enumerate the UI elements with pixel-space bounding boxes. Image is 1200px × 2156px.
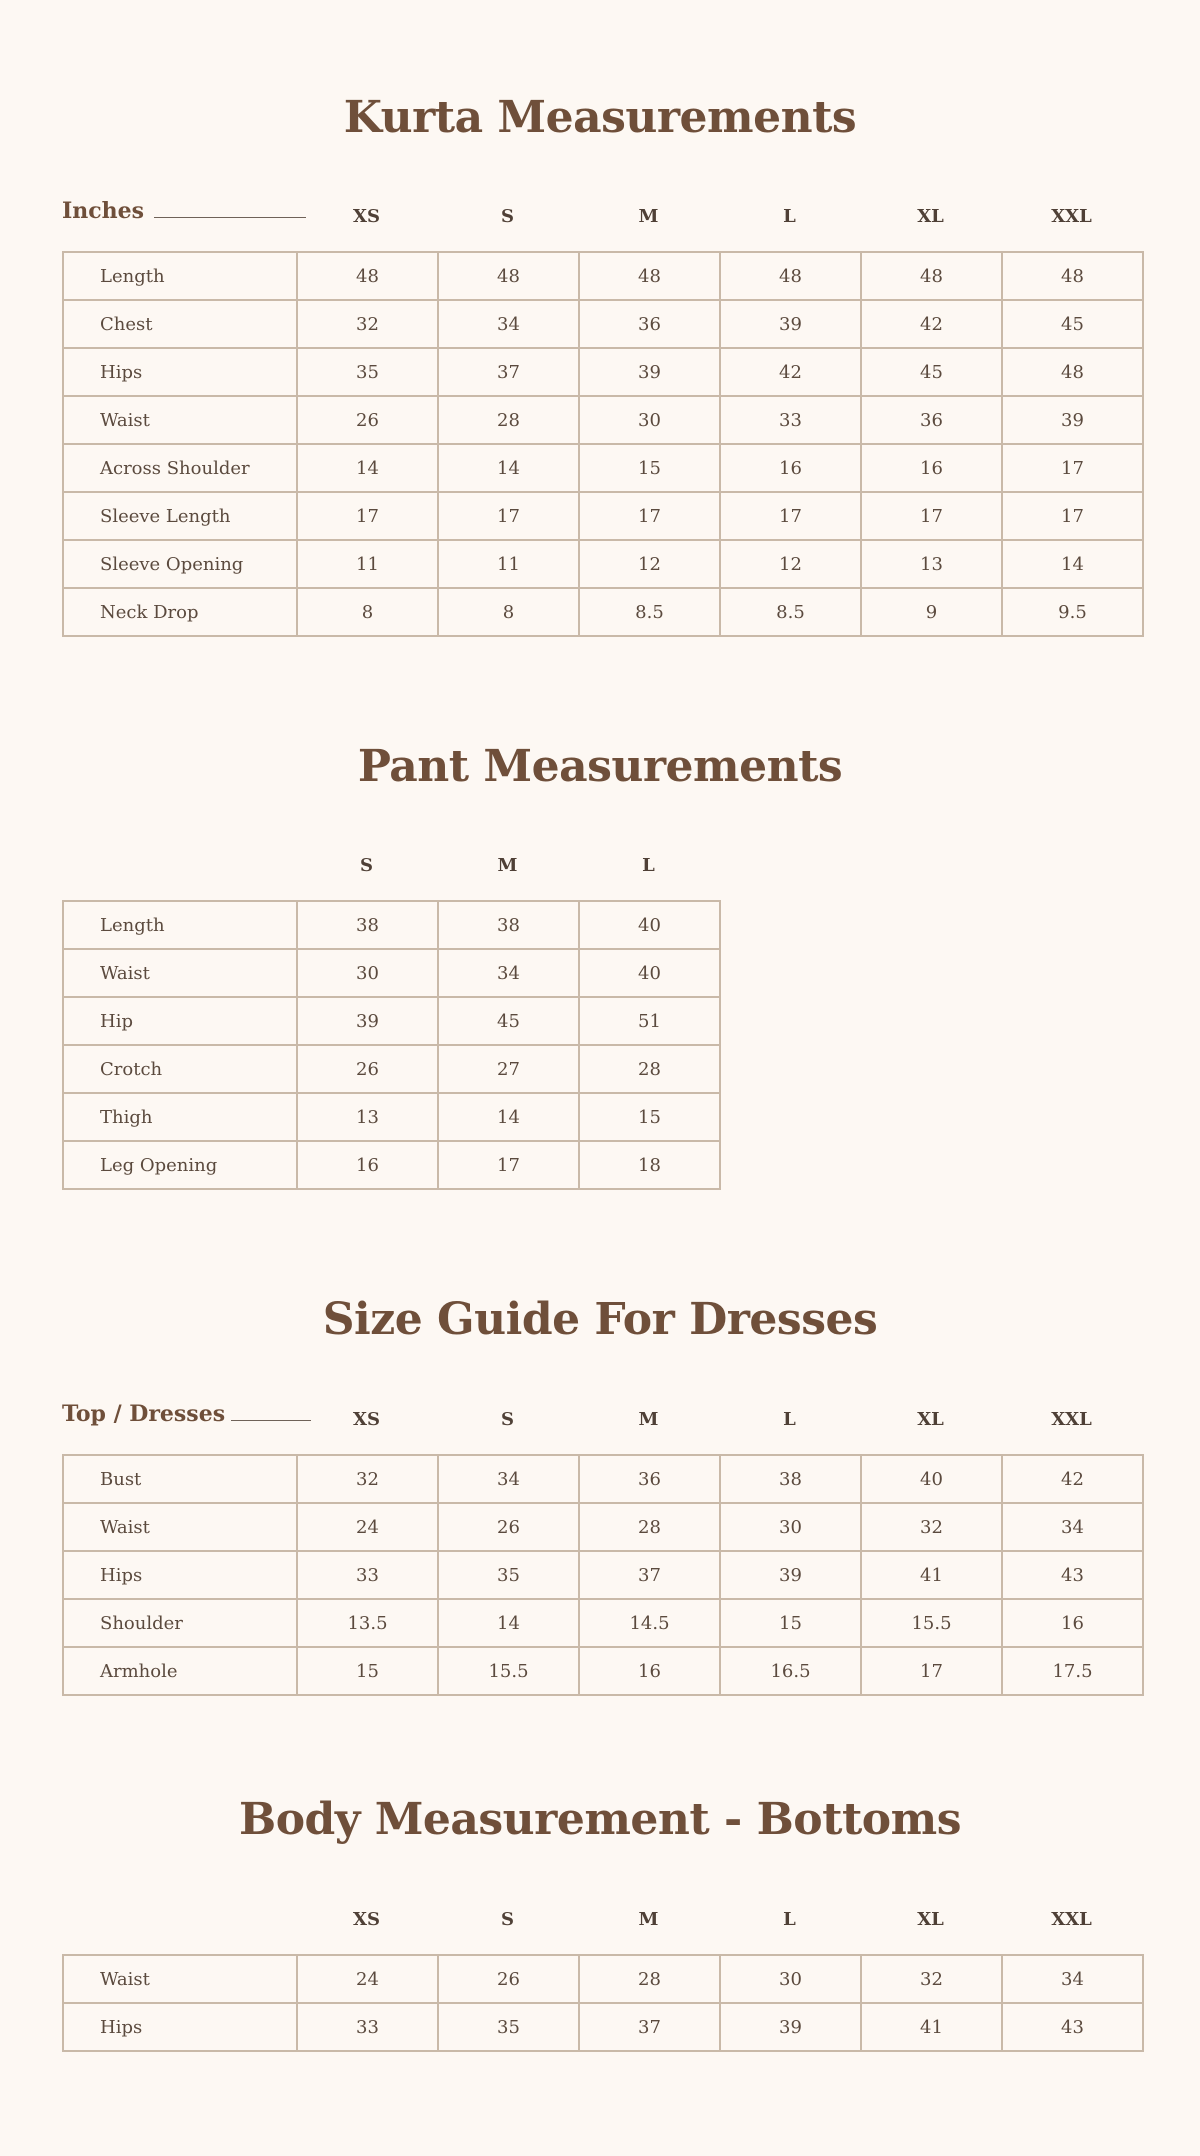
measurement-cell: 39 [720,300,861,348]
measurement-cell: 32 [861,1503,1002,1551]
measurement-cell: 32 [297,300,438,348]
measurement-cell: 14.5 [579,1599,720,1647]
measurement-cell: 45 [861,348,1002,396]
dresses-title: Size Guide For Dresses [322,1294,878,1345]
size-header-s: S [501,1909,514,1930]
table-row [63,1647,1143,1695]
kurta-corner-label [62,193,306,229]
measurement-cell: 48 [438,252,579,300]
measurement-cell: 8.5 [579,588,720,636]
kurta-title: Kurta Measurements [343,92,857,143]
measurement-cell: 30 [720,1503,861,1551]
size-header-xs: XS [353,1409,380,1430]
row-label: Length [63,252,297,300]
measurement-cell: 24 [297,1503,438,1551]
table-row [63,444,1143,492]
row-label: Sleeve Opening [63,540,297,588]
measurement-cell: 28 [438,396,579,444]
row-label: Shoulder [63,1599,297,1647]
measurement-cell: 26 [438,1503,579,1551]
measurement-cell: 30 [297,949,438,997]
row-label: Waist [63,1503,297,1551]
size-header-xxl: XXL [1051,206,1092,227]
measurement-cell: 16.5 [720,1647,861,1695]
size-header-l: L [783,1909,796,1930]
measurement-cell: 8 [438,588,579,636]
measurement-cell: 28 [579,1503,720,1551]
measurement-cell: 13 [297,1093,438,1141]
row-label: Across Shoulder [63,444,297,492]
row-label: Chest [63,300,297,348]
size-header-m: M [497,855,518,876]
table-row [63,540,1143,588]
measurement-cell: 13 [861,540,1002,588]
measurement-cell: 34 [1002,1503,1143,1551]
measurement-cell: 32 [861,1955,1002,2003]
table-row [63,1955,1143,2003]
measurement-cell: 17 [297,492,438,540]
measurement-cell: 48 [1002,252,1143,300]
row-label: Hip [63,997,297,1045]
measurement-cell: 11 [438,540,579,588]
measurement-cell: 35 [297,348,438,396]
measurement-cell: 27 [438,1045,579,1093]
measurement-cell: 12 [720,540,861,588]
measurement-cell: 15.5 [438,1647,579,1695]
table-row [63,997,720,1045]
measurement-cell: 37 [438,348,579,396]
row-label: Hips [63,2003,297,2051]
size-header-xl: XL [917,206,944,227]
measurement-cell: 13.5 [297,1599,438,1647]
table-row [63,1093,720,1141]
row-label: Bust [63,1455,297,1503]
row-label: Waist [63,396,297,444]
measurement-cell: 30 [720,1955,861,2003]
measurement-cell: 14 [438,1599,579,1647]
measurement-cell: 40 [861,1455,1002,1503]
measurement-cell: 48 [861,252,1002,300]
row-label: Length [63,901,297,949]
row-label: Leg Opening [63,1141,297,1189]
measurement-cell: 16 [720,444,861,492]
measurement-cell: 39 [297,997,438,1045]
measurement-cell: 41 [861,1551,1002,1599]
table-row [63,1551,1143,1599]
dresses-corner-label [62,1396,311,1432]
measurement-cell: 8.5 [720,588,861,636]
kurta-table [62,251,1144,637]
measurement-cell: 15.5 [861,1599,1002,1647]
measurement-cell: 39 [720,1551,861,1599]
bottoms-table [62,1954,1144,2052]
row-label: Waist [63,1955,297,2003]
row-label: Armhole [63,1647,297,1695]
size-header-xxl: XXL [1051,1409,1092,1430]
measurement-cell: 26 [297,1045,438,1093]
measurement-cell: 16 [579,1647,720,1695]
kurta-unit-label: Inches [62,198,145,224]
measurement-cell: 14 [297,444,438,492]
table-row [63,252,1143,300]
measurement-cell: 17 [720,492,861,540]
size-header-l: L [642,855,655,876]
measurement-cell: 12 [579,540,720,588]
row-label: Hips [63,348,297,396]
table-row [63,348,1143,396]
measurement-cell: 43 [1002,1551,1143,1599]
row-label: Sleeve Length [63,492,297,540]
size-header-m: M [638,206,659,227]
measurement-cell: 39 [720,2003,861,2051]
measurement-cell: 14 [1002,540,1143,588]
pant-title: Pant Measurements [357,741,843,792]
table-row [63,1599,1143,1647]
measurement-cell: 30 [579,396,720,444]
measurement-cell: 16 [1002,1599,1143,1647]
measurement-cell: 42 [720,348,861,396]
measurement-cell: 15 [579,1093,720,1141]
measurement-cell: 38 [297,901,438,949]
measurement-cell: 34 [438,1455,579,1503]
measurement-cell: 9 [861,588,1002,636]
measurement-cell: 35 [438,1551,579,1599]
dresses-unit-label: Top / Dresses [62,1401,226,1427]
measurement-cell: 42 [861,300,1002,348]
measurement-cell: 24 [297,1955,438,2003]
measurement-cell: 39 [579,348,720,396]
measurement-cell: 43 [1002,2003,1143,2051]
measurement-cell: 45 [438,997,579,1045]
measurement-cell: 38 [438,901,579,949]
row-label: Waist [63,949,297,997]
size-header-xl: XL [917,1409,944,1430]
measurement-cell: 17 [861,492,1002,540]
table-row [63,492,1143,540]
table-row [63,949,720,997]
table-row [63,1503,1143,1551]
measurement-cell: 9.5 [1002,588,1143,636]
measurement-cell: 34 [438,949,579,997]
measurement-cell: 35 [438,2003,579,2051]
row-label: Crotch [63,1045,297,1093]
measurement-cell: 17 [1002,444,1143,492]
measurement-cell: 18 [579,1141,720,1189]
kurta-corner-rule [154,217,306,218]
measurement-cell: 15 [297,1647,438,1695]
measurement-cell: 26 [438,1955,579,2003]
table-row [63,300,1143,348]
measurement-cell: 28 [579,1955,720,2003]
measurement-cell: 36 [861,396,1002,444]
table-row [63,588,1143,636]
table-row [63,2003,1143,2051]
dresses-table [62,1454,1144,1696]
measurement-cell: 40 [579,949,720,997]
measurement-cell: 14 [438,1093,579,1141]
size-header-m: M [638,1409,659,1430]
table-row [63,1455,1143,1503]
measurement-cell: 17 [579,492,720,540]
size-header-l: L [783,206,796,227]
measurement-cell: 38 [720,1455,861,1503]
measurement-cell: 37 [579,1551,720,1599]
pant-table [62,900,721,1190]
size-header-s: S [501,206,514,227]
measurement-cell: 48 [297,252,438,300]
size-header-l: L [783,1409,796,1430]
row-label: Hips [63,1551,297,1599]
measurement-cell: 17 [438,1141,579,1189]
measurement-cell: 33 [297,1551,438,1599]
measurement-cell: 48 [720,252,861,300]
measurement-cell: 51 [579,997,720,1045]
measurement-cell: 33 [297,2003,438,2051]
size-header-s: S [360,855,373,876]
measurement-cell: 16 [297,1141,438,1189]
measurement-cell: 40 [579,901,720,949]
size-header-m: M [638,1909,659,1930]
measurement-cell: 48 [579,252,720,300]
measurement-cell: 17 [438,492,579,540]
measurement-cell: 17 [1002,492,1143,540]
size-header-s: S [501,1409,514,1430]
measurement-cell: 15 [720,1599,861,1647]
table-row [63,901,720,949]
size-header-xxl: XXL [1051,1909,1092,1930]
measurement-cell: 37 [579,2003,720,2051]
measurement-cell: 33 [720,396,861,444]
measurement-cell: 48 [1002,348,1143,396]
row-label: Neck Drop [63,588,297,636]
measurement-cell: 32 [297,1455,438,1503]
measurement-cell: 36 [579,1455,720,1503]
measurement-cell: 41 [861,2003,1002,2051]
table-row [63,1045,720,1093]
row-label: Thigh [63,1093,297,1141]
measurement-cell: 8 [297,588,438,636]
size-header-xl: XL [917,1909,944,1930]
measurement-cell: 26 [297,396,438,444]
measurement-cell: 34 [438,300,579,348]
bottoms-title: Body Measurement - Bottoms [239,1794,961,1845]
measurement-cell: 15 [579,444,720,492]
measurement-cell: 39 [1002,396,1143,444]
measurement-cell: 36 [579,300,720,348]
measurement-cell: 16 [861,444,1002,492]
measurement-cell: 34 [1002,1955,1143,2003]
measurement-cell: 45 [1002,300,1143,348]
measurement-cell: 28 [579,1045,720,1093]
size-header-xs: XS [353,1909,380,1930]
measurement-cell: 11 [297,540,438,588]
size-header-xs: XS [353,206,380,227]
measurement-cell: 17 [861,1647,1002,1695]
table-row [63,1141,720,1189]
measurement-cell: 14 [438,444,579,492]
measurement-cell: 17.5 [1002,1647,1143,1695]
measurement-cell: 42 [1002,1455,1143,1503]
table-row [63,396,1143,444]
